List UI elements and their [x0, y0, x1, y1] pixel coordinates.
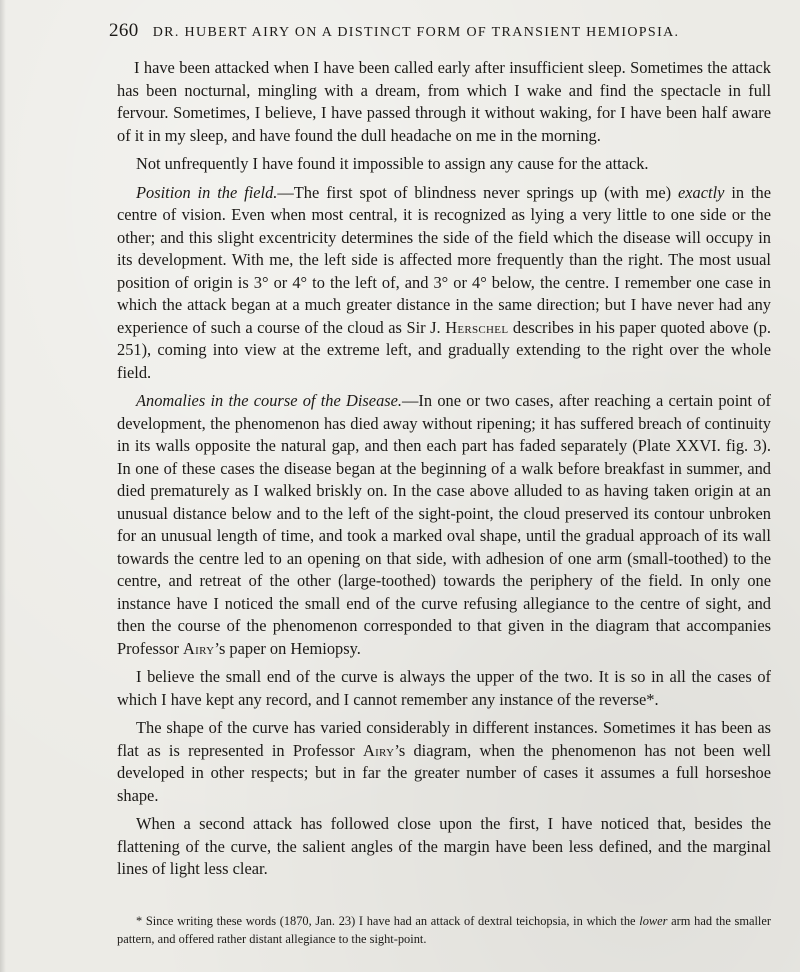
- section-heading-anomalies: Anomalies in the course of the Disease.: [136, 391, 403, 410]
- paragraph-insufficient-sleep: I have been attacked when I have been called early after insufficient sleep. Sometimes the attack has been nocturnal, mingling with a dream, from which I wake and find the spectacle in full fervour. Sometimes, I believe, I have passed through it without waking, for I have been half aware of it in my sleep, and have found the dull headache on me in the morning.: [117, 58, 771, 145]
- emphasis-exactly: exactly: [678, 182, 725, 202]
- name-airy: Airy: [183, 638, 215, 658]
- page-header: [109, 20, 789, 46]
- scan-edge-shadow: [0, 0, 6, 972]
- paragraph-anomalies: [117, 390, 771, 660]
- name-airy: Airy: [362, 740, 395, 760]
- page-number: 260: [109, 20, 139, 41]
- footnote-text-1: * Since writing these words (1870, Jan. 23) I have had an attack of dextral teichopsia, in which the: [136, 914, 640, 928]
- heading-dash: —: [402, 391, 419, 410]
- position-text-1: The first spot of blindness never springs up (with me): [293, 182, 678, 202]
- paragraph-position-in-field: [117, 182, 771, 385]
- curve-text-1: The shape of the curve has varied considerably in different instances. Sometimes it has been as flat as is represented in Professor: [117, 718, 771, 760]
- running-title: DR. HUBERT AIRY ON A DISTINCT FORM OF TRANSIENT HEMIOPSIA.: [152, 25, 680, 40]
- paragraph-curve-shape: [117, 717, 771, 807]
- position-text-3: describes in his paper quoted above (p. 251), coming into view at the extreme left, and gradually extending to the right over the whole field.: [117, 317, 771, 382]
- anomalies-text-1: In one or two cases, after reaching a certain point of development, the phenomenon has died away without ripening; it has suffered breach of continuity in its walls opposite the natural gap, and then each part has faded separately (Plate XXVI. fig. 3). In one of these cases the disease began at the beginning of a walk before breakfast in summer, and died prematurely as I walked briskly on. In the case above alluded to as having taken origin at an unusual distance below and to the left of the sight-point, the cloud preserved its contour unbroken for an unusual length of time, and took a marked oval shape, until the gradual approach of its wall towards the centre led to an opening on that side, with adhesion of one arm (small-toothed) to the centre, and retreat of the other (large-toothed) towards the periphery of the field. In only one instance have I noticed the small end of the curve refusing allegiance to the centre of sight, and then the course of the phenomenon corresponded to that given in the diagram that accompanies Professor: [117, 391, 771, 658]
- paragraph-small-end: I believe the small end of the curve is always the upper of the two. It is so in all the cases of which I have kept any record, and I cannot remember any instance of the reverse*.: [117, 667, 771, 709]
- section-heading-position: Position in the field.: [136, 182, 278, 202]
- anomalies-text-2: ’s paper on Hemiopsy.: [214, 638, 361, 658]
- curve-text-2: ’s diagram, when the phenomenon has not been well developed in other respects; but in far the greater number of cases it assumes a full horseshoe shape.: [117, 740, 771, 805]
- footnote-text: [117, 912, 771, 948]
- footnote-emphasis-lower: lower: [639, 914, 668, 928]
- paragraph-no-cause: Not unfrequently I have found it impossible to assign any cause for the attack.: [136, 154, 649, 173]
- footnote: [117, 912, 771, 948]
- position-text-2: in the centre of vision. Even when most central, it is recognized as lying a very little to one side or the other; and this slight excentricity determines the side of the field which the disease will occupy in its development. With me, the left side is affected more frequently than the right. The most usual position of origin is 3° or 4° to the left of, and 3° or 4° below, the centre. I remember one case in which the attack began at a much greater distance in the same direction; but I have never had any experience of such a course of the cloud as Sir J.: [117, 182, 772, 337]
- heading-dash: —: [277, 182, 294, 202]
- footnote-text-2: arm had the smaller pattern, and offered rather distant allegiance to the sight-point.: [117, 914, 771, 946]
- paragraph-second-attack: When a second attack has followed close upon the first, I have noticed that, besides the flattening of the curve, the salient angles of the margin have been less defined, and the marginal lines of light less clear.: [117, 814, 771, 878]
- name-herschel: Herschel: [445, 317, 509, 337]
- body-text: [117, 57, 771, 887]
